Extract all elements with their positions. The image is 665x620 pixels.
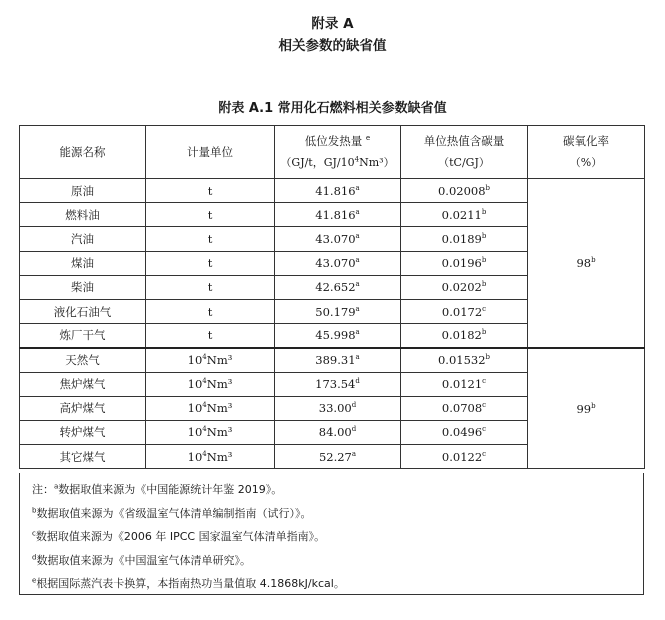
ncv-value: 43.070$^a$ [275, 227, 401, 251]
unit: t [146, 299, 275, 323]
unit: $10^4Nm^3$ [146, 445, 275, 469]
note-e: $^e$根据国际蒸汽表卡换算，本指南热功当量值取 4.1868kJ/kcal。 [32, 576, 345, 590]
energy-name: 燃料油 [20, 203, 146, 227]
energy-name: 天然气 [20, 348, 146, 372]
energy-name: 煤油 [20, 251, 146, 275]
energy-name: 其它煤气 [20, 445, 146, 469]
ncv-value: 84.00$^d$ [275, 420, 401, 444]
unit: $10^4Nm^3$ [146, 420, 275, 444]
note-a: 注：$^a$数据取值来源为《中国能源统计年鉴 2019》。 [32, 482, 283, 496]
ncv-value: 45.998$^a$ [275, 324, 401, 348]
unit: t [146, 203, 275, 227]
carbon-value: 0.0122$^c$ [401, 445, 528, 469]
carbon-value: 0.0211$^b$ [401, 203, 528, 227]
note-c: $^c$数据取值来源为《2006 年 IPCC 国家温室气体清单指南》。 [32, 529, 326, 543]
ncv-value: 33.00$^d$ [275, 396, 401, 420]
fuel-parameters-table [19, 125, 645, 469]
header-energy-name: 能源名称 [20, 126, 146, 179]
carbon-value: 0.0182$^b$ [401, 324, 528, 348]
ncv-value: 389.31$^a$ [275, 348, 401, 372]
carbon-value: 0.0121$^c$ [401, 372, 528, 396]
energy-name: 液化石油气 [20, 299, 146, 323]
ncv-value: 41.816$^a$ [275, 203, 401, 227]
table-row [20, 348, 645, 372]
energy-name: 原油 [20, 179, 146, 203]
energy-name: 焦炉煤气 [20, 372, 146, 396]
note-d: $^d$数据取值来源为《中国温室气体清单研究》。 [32, 552, 251, 567]
table-row [20, 179, 645, 203]
ncv-value: 43.070$^a$ [275, 251, 401, 275]
header-ncv-mark: e [365, 134, 371, 143]
carbon-value: 0.0172$^c$ [401, 299, 528, 323]
carbon-value: 0.0196$^b$ [401, 251, 528, 275]
header-oxidation-rate: 碳氧化率 （%） [528, 126, 645, 179]
header-ncv-unit: （GJ/t，$GJ/10^4Nm^3$） [280, 155, 395, 169]
carbon-value: 0.0202$^b$ [401, 275, 528, 299]
unit: t [146, 179, 275, 203]
unit: t [146, 275, 275, 299]
ncv-value: 41.816$^a$ [275, 179, 401, 203]
energy-name: 转炉煤气 [20, 420, 146, 444]
carbon-value: 0.0189$^b$ [401, 227, 528, 251]
energy-name: 汽油 [20, 227, 146, 251]
appendix-label: 附录 A [311, 16, 354, 32]
appendix-title: 相关参数的缺省值 [278, 38, 387, 54]
ncv-value: 173.54$^d$ [275, 372, 401, 396]
energy-name: 高炉煤气 [20, 396, 146, 420]
energy-name: 炼厂干气 [20, 324, 146, 348]
unit: t [146, 251, 275, 275]
unit: $10^4Nm^3$ [146, 372, 275, 396]
header-unit: 计量单位 [146, 126, 275, 179]
unit: $10^4Nm^3$ [146, 348, 275, 372]
table-header-row [20, 126, 645, 179]
oxidation-rate-gas: 99$^b$ [528, 348, 645, 469]
header-ncv: 低位发热量 $^e$ （GJ/t，$GJ/10^4Nm^3$） [275, 126, 401, 179]
carbon-value: 0.0708$^c$ [401, 396, 528, 420]
oxidation-rate-oil: 98$^b$ [528, 179, 645, 348]
carbon-value: 0.01532$^b$ [401, 348, 528, 372]
unit: $10^4Nm^3$ [146, 396, 275, 420]
ncv-value: 50.179$^a$ [275, 299, 401, 323]
table-caption: 附表 A.1 常用化石燃料相关参数缺省值 [218, 101, 447, 116]
ncv-value: 52.27$^a$ [275, 445, 401, 469]
carbon-value: 0.0496$^c$ [401, 420, 528, 444]
note-b: $^b$数据取值来源为《省级温室气体清单编制指南（试行）》。 [32, 505, 312, 520]
header-carbon-content: 单位热值含碳量 （tC/GJ） [401, 126, 528, 179]
unit: t [146, 324, 275, 348]
unit: t [146, 227, 275, 251]
ncv-value: 42.652$^a$ [275, 275, 401, 299]
table-notes [19, 473, 644, 595]
energy-name: 柴油 [20, 275, 146, 299]
carbon-value: 0.02008$^b$ [401, 179, 528, 203]
